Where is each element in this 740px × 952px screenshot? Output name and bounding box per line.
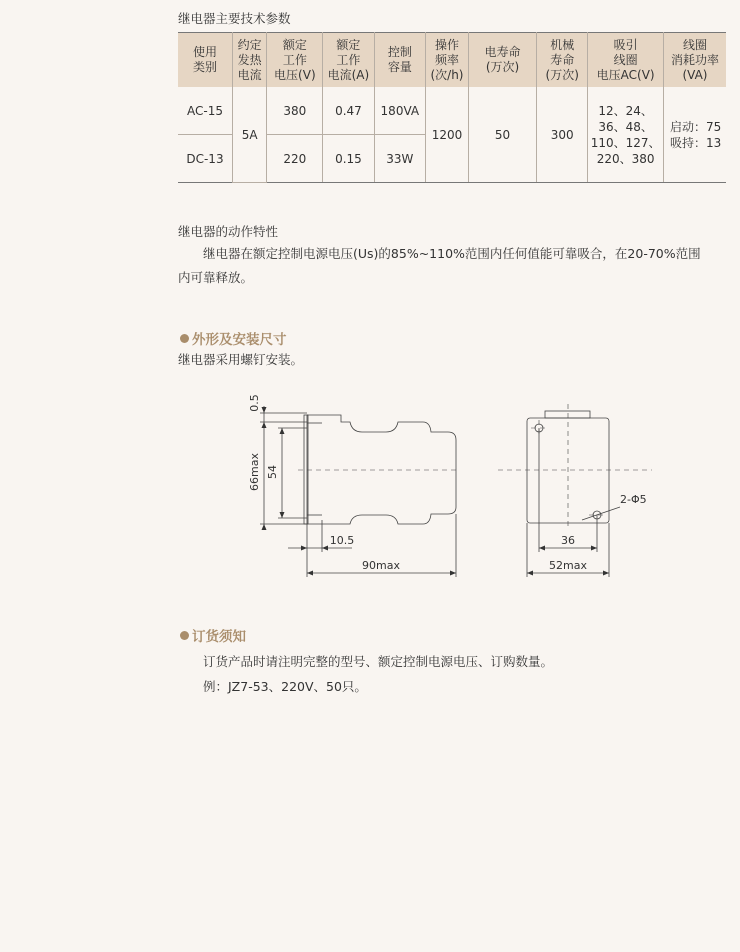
label-gap: 0.5 (248, 394, 261, 412)
capacity-cell: 180VA (374, 87, 426, 135)
frequency-cell: 1200 (426, 87, 469, 183)
header-label: 电寿命 (万次) (484, 45, 521, 74)
header-label: 约定 发热 电流 (237, 37, 262, 82)
dimensions-title: 外形及安装尺寸 (192, 332, 287, 348)
bullet-dot-icon (180, 631, 189, 640)
front-view-outline (307, 415, 456, 524)
label-10.5: 10.5 (329, 534, 355, 547)
current-cell: 0.47 (323, 87, 374, 135)
heating-current-cell: 5A (232, 87, 266, 183)
label-66max: 66max (248, 453, 261, 491)
action-text-line2: 内可靠释放。 (178, 270, 254, 285)
header-label: 额定 工作 电压(V) (274, 37, 316, 82)
label-54: 54 (266, 465, 279, 479)
capacity-cell: 33W (374, 135, 426, 183)
mechanical-life-cell: 300 (537, 87, 588, 183)
current-cell: 0.15 (323, 135, 374, 183)
multiline-value: 12、24、 36、48、 110、127、 220、380 (590, 103, 661, 166)
label-36: 36 (561, 534, 575, 547)
header-label: 机械 寿命 (万次) (545, 37, 579, 82)
header-label: 控制 容量 (387, 45, 412, 74)
hole-leader-line (582, 507, 620, 520)
dimensions-text: 继电器采用螺钉安装。 (178, 352, 304, 367)
multiline-value: 启动：75 吸持：13 (669, 119, 722, 150)
order-example: 例：JZ7-53、220V、50只。 (203, 679, 367, 694)
order-heading (180, 625, 246, 645)
order-title: 订货须知 (192, 629, 246, 645)
voltage-cell: 380 (267, 87, 323, 135)
category-cell: DC-13 (178, 135, 232, 183)
table-caption: 继电器主要技术参数 (178, 11, 291, 26)
voltage-cell: 220 (267, 135, 323, 183)
header-label: 使用 类别 (192, 45, 217, 74)
label-90max: 90max (362, 559, 400, 572)
label-52max: 52max (549, 559, 587, 572)
label-hole: 2-Φ5 (620, 493, 647, 506)
action-text-line1: 继电器在额定控制电源电压(Us)的85%~110%范围内任何值能可靠吸合，在20-70%范围 (203, 246, 701, 261)
order-text: 订货产品时请注明完整的型号、额定控制电源电压、订购数量。 (203, 654, 554, 669)
header-label: 线圈 消耗功率 (VA) (670, 37, 719, 82)
header-label: 吸引 线圈 电压AC(V) (596, 37, 655, 82)
side-top-tab (545, 411, 590, 418)
action-title: 继电器的动作特性 (178, 224, 279, 239)
electrical-life-cell: 50 (468, 87, 536, 183)
header-label: 额定 工作 电流(A) (327, 37, 370, 82)
header-label: 操作 频率 (次/h) (430, 37, 464, 82)
category-cell: AC-15 (178, 87, 232, 135)
